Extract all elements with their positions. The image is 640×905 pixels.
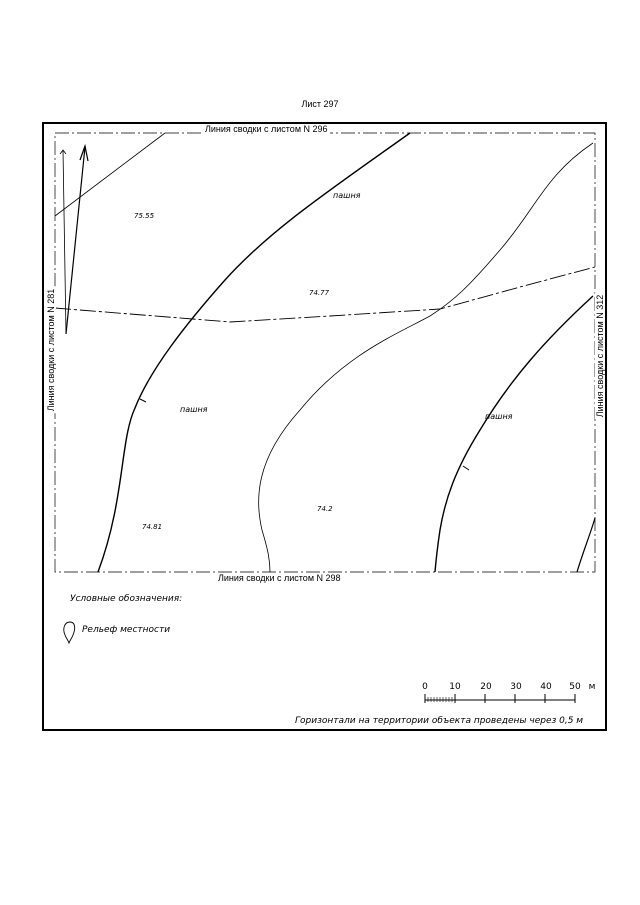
adjacent-sheet-right-label: Линия сводки с листом N 312 bbox=[595, 294, 605, 418]
adjacent-sheet-bottom-label: Линия сводки с листом N 298 bbox=[218, 573, 341, 583]
elevation-mark: 74.77 bbox=[309, 289, 330, 297]
north-arrow-icon bbox=[60, 146, 88, 334]
scale-bar bbox=[425, 694, 575, 703]
land-use-label: пашня bbox=[180, 405, 208, 414]
land-use-label: пашня bbox=[333, 191, 361, 200]
legend-heading: Условные обозначения: bbox=[70, 594, 183, 604]
contour-3-tick bbox=[463, 466, 469, 470]
contour-line-3 bbox=[435, 296, 593, 572]
elevation-mark: 74.81 bbox=[142, 523, 163, 531]
contour-line-1 bbox=[98, 133, 410, 572]
contour-line-4 bbox=[577, 518, 595, 572]
contour-symbol-icon bbox=[64, 622, 75, 643]
scale-tick-label: 20 bbox=[480, 682, 492, 692]
land-use-label: пашня bbox=[485, 412, 513, 421]
scale-tick-label: 30 bbox=[510, 682, 522, 692]
field-boundary-line bbox=[55, 133, 165, 216]
scale-tick-label: 40 bbox=[540, 682, 552, 692]
adjacent-sheet-left-label: Линия сводки с листом N 281 bbox=[46, 288, 56, 412]
contour-interval-note: Горизонтали на территории объекта проведены через 0,5 м bbox=[295, 716, 584, 726]
scale-unit: м bbox=[588, 682, 596, 692]
scale-tick-label: 50 bbox=[569, 682, 581, 692]
contour-line-2 bbox=[259, 143, 593, 572]
contour-1-tick bbox=[140, 399, 146, 402]
elevation-mark: 74.2 bbox=[317, 505, 333, 513]
scale-tick-label: 10 bbox=[449, 682, 461, 692]
scale-tick-label: 0 bbox=[422, 682, 428, 692]
adjacent-sheet-top-label: Линия сводки с листом N 296 bbox=[205, 124, 328, 134]
legend-relief-label: Рельеф местности bbox=[82, 625, 171, 635]
elevation-mark: 75.55 bbox=[134, 212, 155, 220]
sheet-title: Лист 297 bbox=[301, 99, 339, 109]
